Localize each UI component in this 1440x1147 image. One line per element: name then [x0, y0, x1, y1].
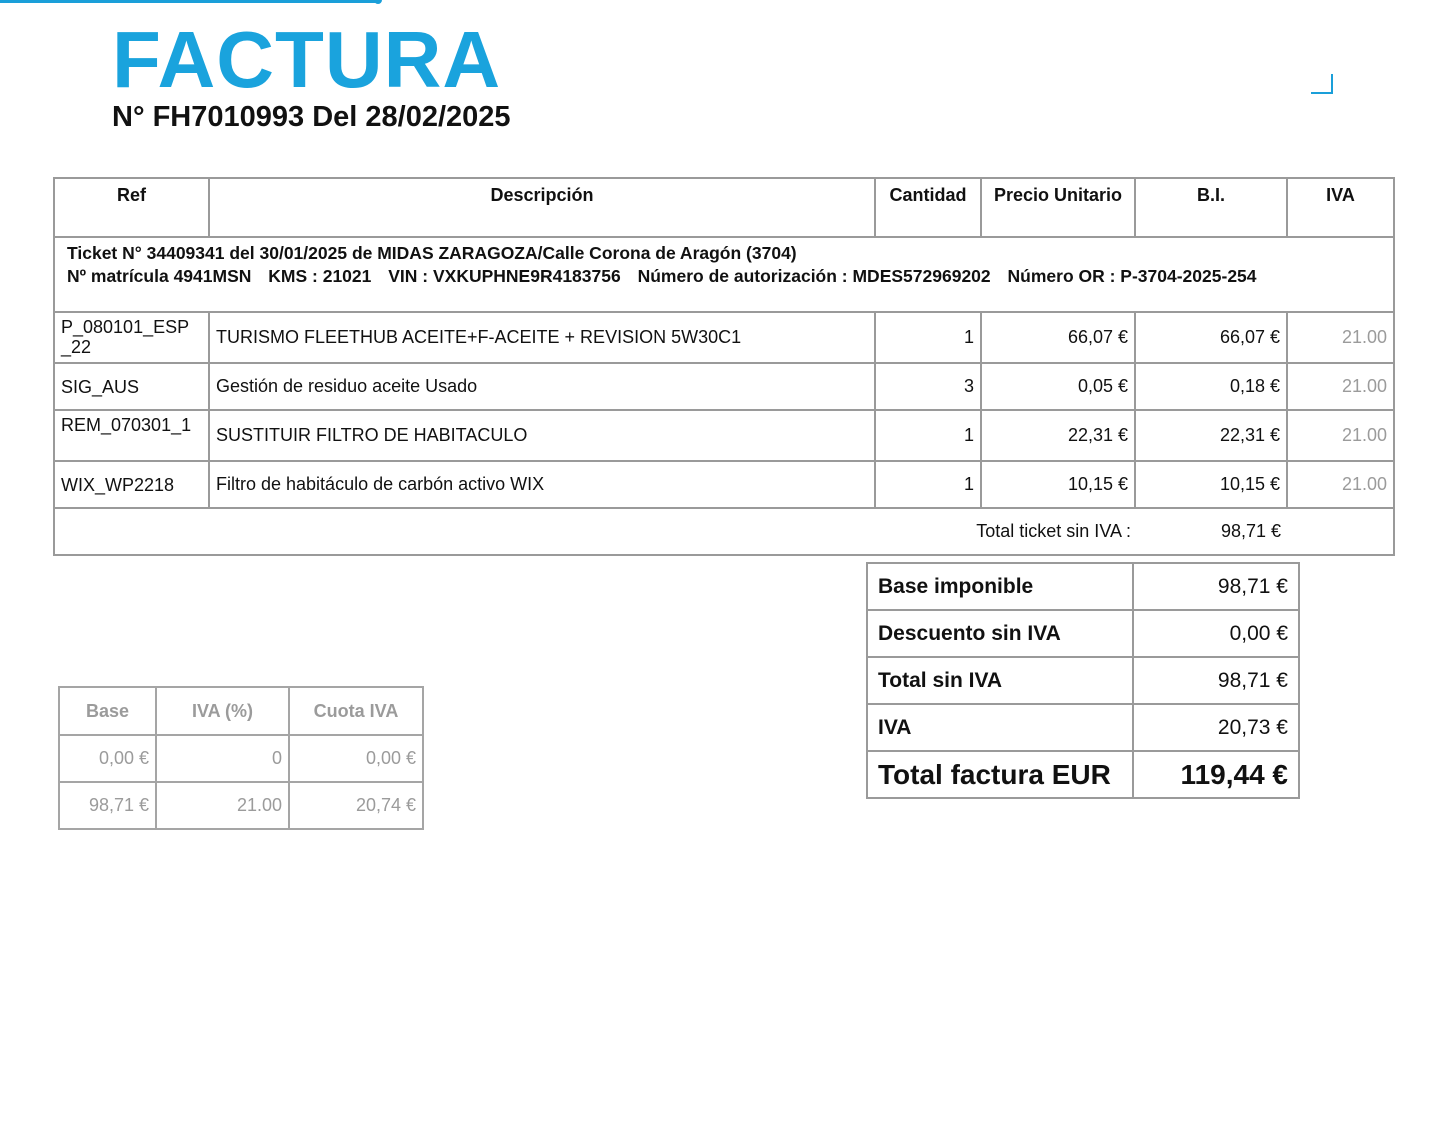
row-unit-price: 66,07 €	[981, 312, 1135, 363]
top-accent-rule	[0, 0, 380, 3]
table-row	[54, 410, 1394, 461]
row-taxable-base: 22,31 €	[1135, 410, 1287, 461]
row-taxable-base: 10,15 €	[1135, 461, 1287, 508]
plate-number: Nº matrícula 4941MSN	[67, 266, 252, 286]
table-header-row	[54, 178, 1394, 237]
grand-total-label: Total factura EUR	[867, 751, 1133, 798]
row-quantity: 3	[875, 363, 981, 410]
summary-row	[867, 657, 1299, 704]
row-description: Filtro de habitáculo de carbón activo WIX	[209, 461, 875, 508]
vat-header-row	[59, 687, 423, 735]
summary-value: 0,00 €	[1133, 610, 1299, 657]
col-header-ref: Ref	[54, 178, 209, 237]
authorization-number: Número de autorización : MDES572969202	[637, 266, 991, 286]
col-header-vat: IVA	[1287, 178, 1394, 237]
ticket-total-value: 98,71 €	[1220, 521, 1281, 541]
row-unit-price: 0,05 €	[981, 363, 1135, 410]
summary-value: 98,71 €	[1133, 563, 1299, 610]
vat-col-rate: IVA (%)	[156, 687, 289, 735]
row-quantity: 1	[875, 312, 981, 363]
row-ref: WIX_WP2218	[54, 461, 209, 508]
corner-crop-mark	[1311, 74, 1333, 94]
vat-rate: 21.00	[156, 782, 289, 829]
summary-label: Base imponible	[867, 563, 1133, 610]
row-vat-rate: 21.00	[1287, 410, 1394, 461]
ticket-info-cell	[54, 237, 1394, 312]
table-row	[54, 363, 1394, 410]
vat-row	[59, 735, 423, 782]
vat-quota: 20,74 €	[289, 782, 423, 829]
invoice-title: FACTURA	[112, 15, 502, 104]
row-taxable-base: 66,07 €	[1135, 312, 1287, 363]
vehicle-info-line	[67, 265, 1381, 288]
vin-number: VIN : VXKUPHNE9R4183756	[388, 266, 621, 286]
vat-row	[59, 782, 423, 829]
row-unit-price: 10,15 €	[981, 461, 1135, 508]
invoice-summary-table	[866, 562, 1300, 799]
grand-total-value: 119,44 €	[1133, 751, 1299, 798]
row-quantity: 1	[875, 410, 981, 461]
summary-label: Total sin IVA	[867, 657, 1133, 704]
vat-quota: 0,00 €	[289, 735, 423, 782]
col-header-taxable-base: B.I.	[1135, 178, 1287, 237]
ticket-total-label: Total ticket sin IVA :	[976, 521, 1131, 541]
mileage: KMS : 21021	[268, 266, 372, 286]
vat-rate: 0	[156, 735, 289, 782]
vat-breakdown-table	[58, 686, 424, 830]
invoice-lines-table	[53, 177, 1395, 556]
vat-col-quota: Cuota IVA	[289, 687, 423, 735]
summary-label: IVA	[867, 704, 1133, 751]
summary-row	[867, 563, 1299, 610]
col-header-description: Descripción	[209, 178, 875, 237]
col-header-quantity: Cantidad	[875, 178, 981, 237]
ticket-total-row	[54, 508, 1394, 555]
row-taxable-base: 0,18 €	[1135, 363, 1287, 410]
row-vat-rate: 21.00	[1287, 312, 1394, 363]
row-quantity: 1	[875, 461, 981, 508]
row-description: SUSTITUIR FILTRO DE HABITACULO	[209, 410, 875, 461]
summary-value: 98,71 €	[1133, 657, 1299, 704]
summary-row	[867, 610, 1299, 657]
top-accent-rule-end	[374, 0, 382, 4]
row-description: Gestión de residuo aceite Usado	[209, 363, 875, 410]
row-vat-rate: 21.00	[1287, 461, 1394, 508]
vat-base: 0,00 €	[59, 735, 156, 782]
vat-col-base: Base	[59, 687, 156, 735]
summary-label: Descuento sin IVA	[867, 610, 1133, 657]
col-header-unit-price: Precio Unitario	[981, 178, 1135, 237]
table-row	[54, 312, 1394, 363]
summary-row	[867, 704, 1299, 751]
row-description: TURISMO FLEETHUB ACEITE+F-ACEITE + REVISION 5W30C1	[209, 312, 875, 363]
row-ref: SIG_AUS	[54, 363, 209, 410]
work-order-number: Número OR : P-3704-2025-254	[1007, 266, 1257, 286]
row-ref: REM_070301_1	[54, 410, 209, 461]
table-row	[54, 461, 1394, 508]
summary-value: 20,73 €	[1133, 704, 1299, 751]
grand-total-row	[867, 751, 1299, 798]
invoice-number-date: N° FH7010993 Del 28/02/2025	[112, 101, 511, 133]
ticket-info-row	[54, 237, 1394, 312]
row-vat-rate: 21.00	[1287, 363, 1394, 410]
row-unit-price: 22,31 €	[981, 410, 1135, 461]
vat-base: 98,71 €	[59, 782, 156, 829]
ticket-header-line: Ticket N° 34409341 del 30/01/2025 de MIDAS ZARAGOZA/Calle Corona de Aragón (3704)	[67, 243, 797, 263]
ticket-total-cell	[54, 508, 1394, 555]
row-ref: P_080101_ESP _22	[54, 312, 209, 363]
